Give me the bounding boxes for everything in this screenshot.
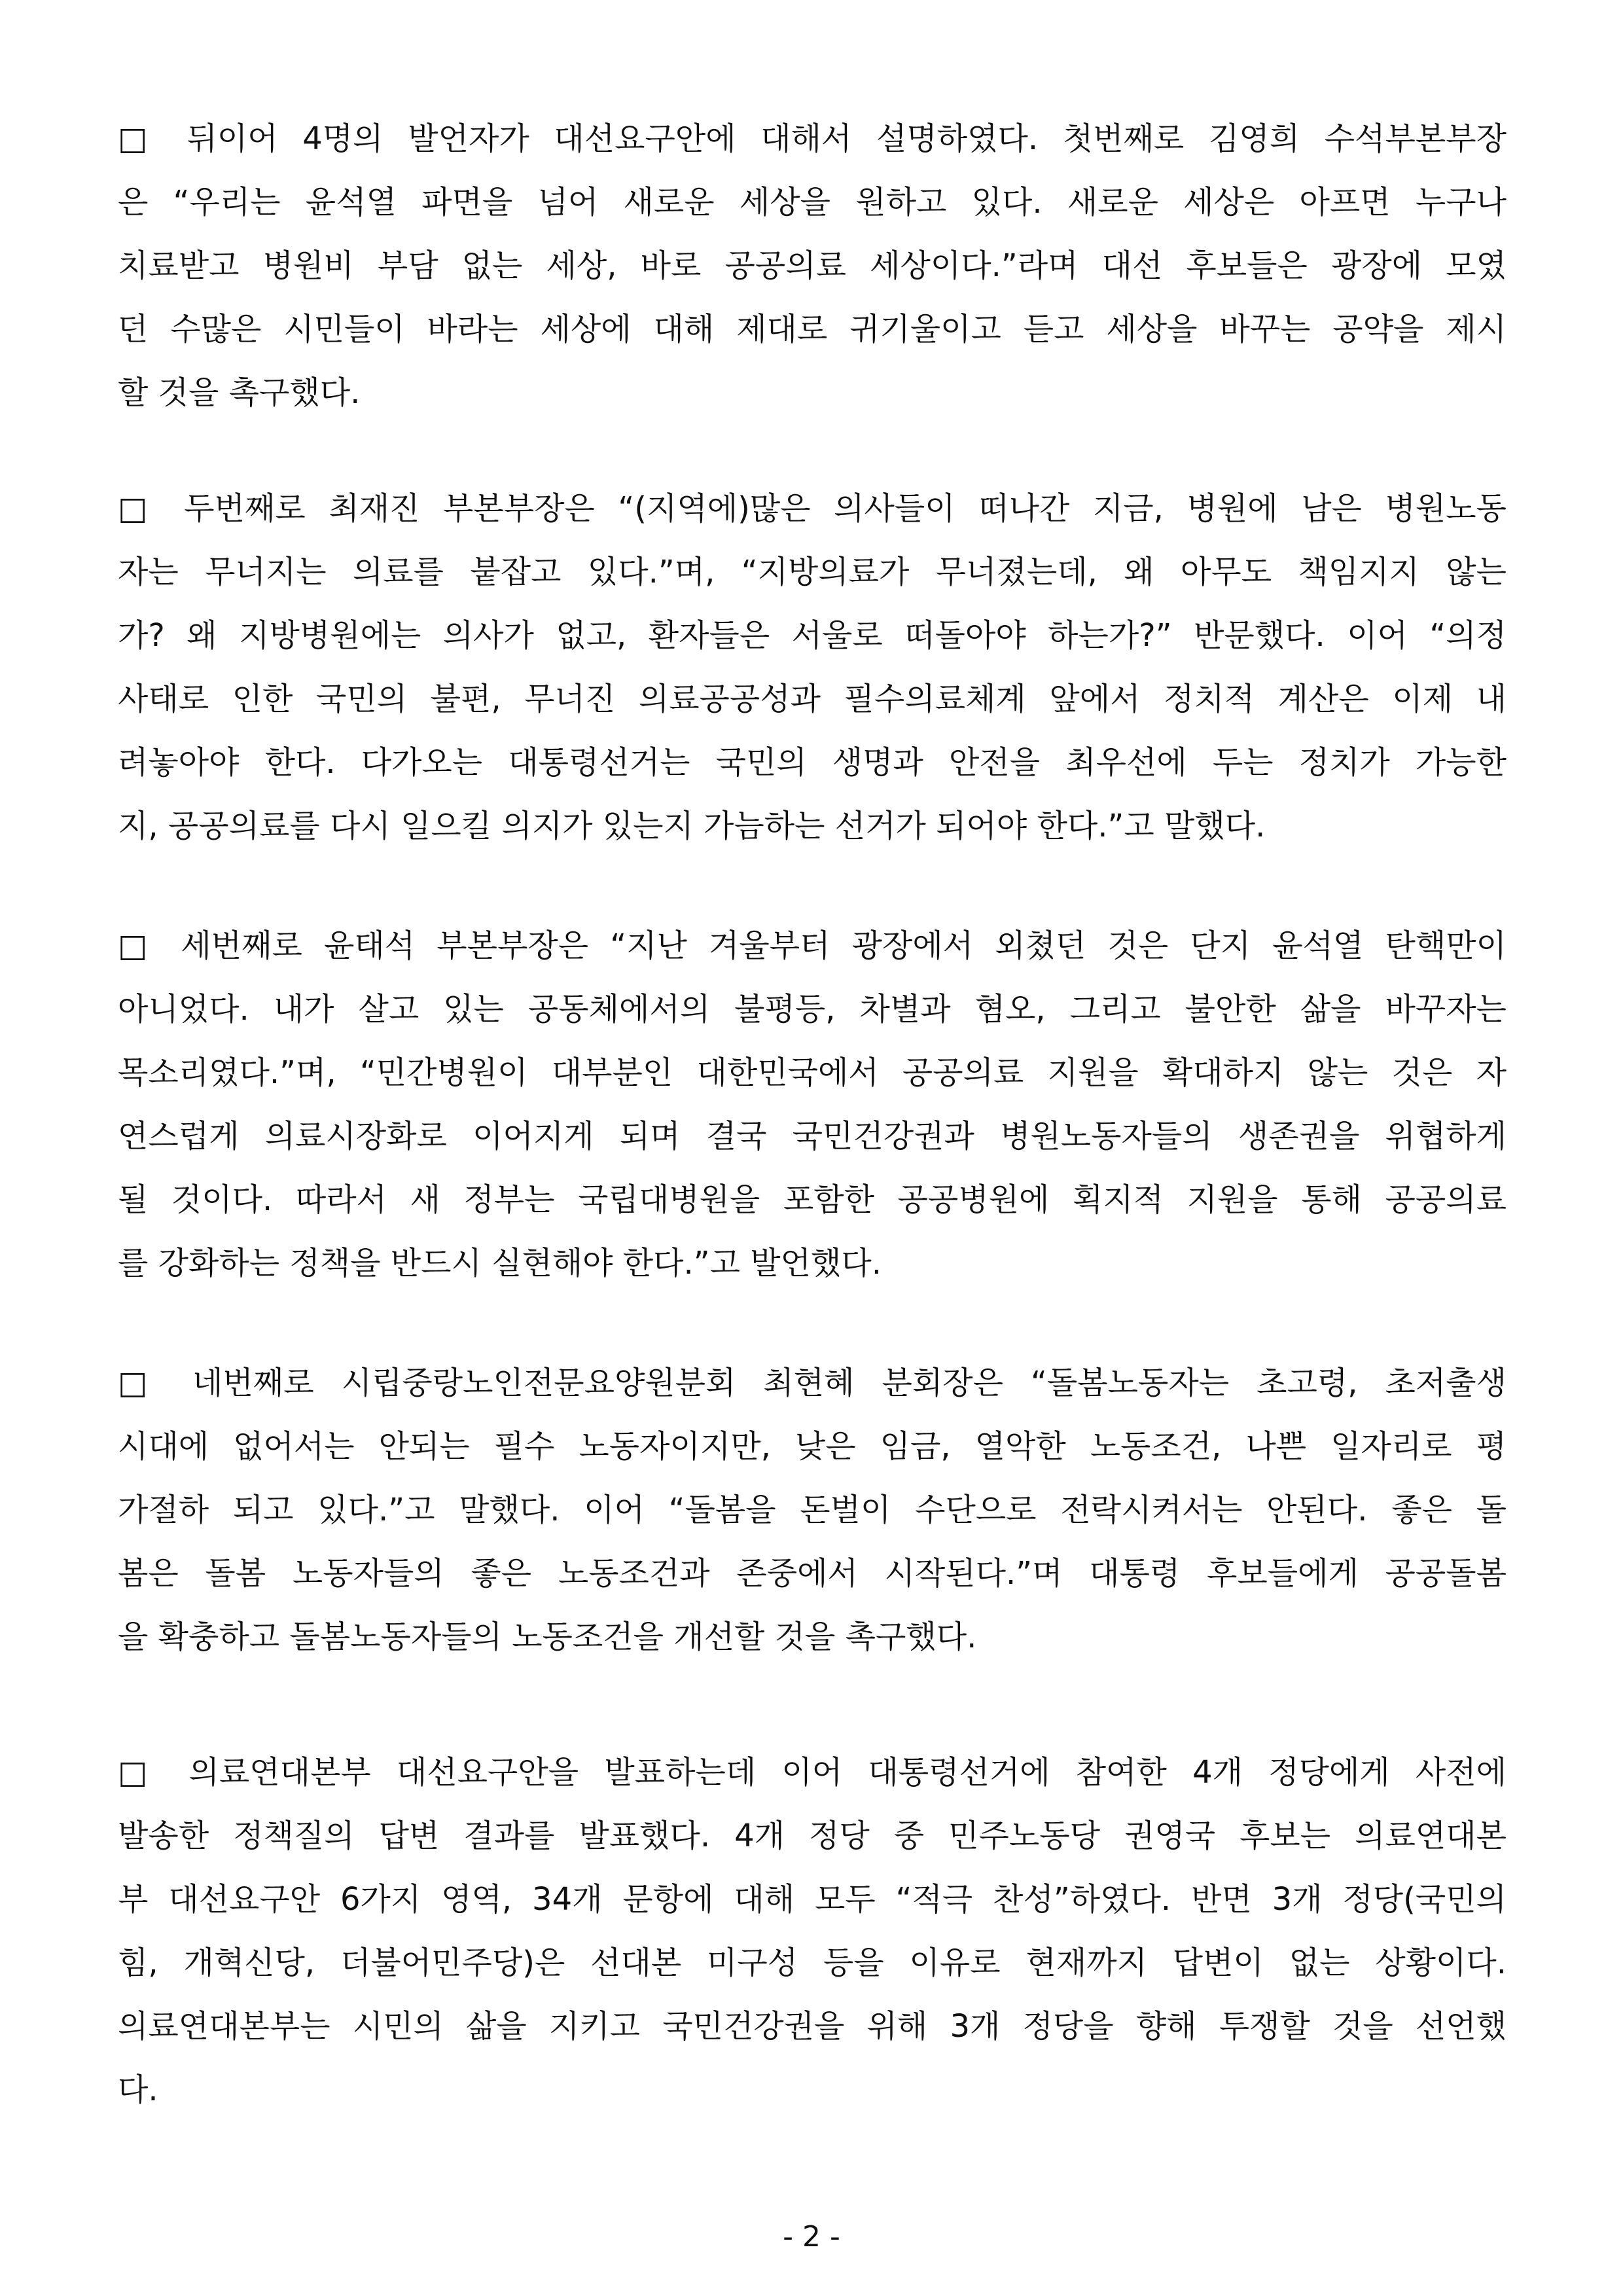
paragraph-line: 를 강화하는 정책을 반드시 실현해야 한다.”고 발언했다. (118, 1245, 882, 1282)
paragraph-policy-survey (118, 1741, 1507, 2122)
paragraph-line: 을 확충하고 돌봄노동자들의 노동조건을 개선할 것을 촉구했다. (118, 1619, 977, 1655)
paragraph-fourth-speaker (118, 1352, 1507, 1669)
paragraph-line: 지, 공공의료를 다시 일으킬 의지가 있는지 가늠하는 선거가 되어야 한다.”고 말했다. (118, 808, 1266, 844)
paragraph-line: 될 것이다. 따라서 새 정부는 국립대병원을 포함한 공공병원에 획지적 지원을 통해 공공의료 (118, 1181, 1507, 1218)
paragraph-line: 은 “우리는 윤석열 파면을 넘어 새로운 세상을 원하고 있다. 새로운 세상은 아프면 누구나 (118, 184, 1507, 221)
paragraph-line: 봄은 돌봄 노동자들의 좋은 노동조건과 존중에서 시작된다.”며 대통령 후보들에게 공공돌봄 (118, 1555, 1507, 1592)
paragraph-line: 시대에 없어서는 안되는 필수 노동자이지만, 낮은 임금, 열악한 노동조건, 나쁜 일자리로 평 (118, 1428, 1507, 1465)
paragraph-speaker-intro (118, 107, 1507, 425)
paragraph-third-speaker (118, 914, 1507, 1295)
paragraph-line: 려놓아야 한다. 다가오는 대통령선거는 국민의 생명과 안전을 최우선에 두는 정치가 가능한 (118, 744, 1507, 781)
paragraph-line: 힘, 개혁신당, 더불어민주당)은 선대본 미구성 등을 이유로 현재까지 답변이 없는 상황이다. (118, 1945, 1507, 1981)
paragraph-line: □ 의료연대본부 대선요구안을 발표하는데 이어 대통령선거에 참여한 4개 정당에게 사전에 (118, 1754, 1507, 1791)
paragraph-line: □ 네번째로 시립중랑노인전문요양원분회 최현혜 분회장은 “돌봄노동자는 초고령, 초저출생 (118, 1365, 1507, 1401)
paragraph-line: 치료받고 병원비 부담 없는 세상, 바로 공공의료 세상이다.”라며 대선 후보들은 광장에 모였 (118, 247, 1507, 284)
paragraph-line: 던 수많은 시민들이 바라는 세상에 대해 제대로 귀기울이고 듣고 세상을 바꾸는 공약을 제시 (118, 311, 1507, 348)
paragraph-line: 부 대선요구안 6가지 영역, 34개 문항에 대해 모두 “적극 찬성”하였다. 반면 3개 정당(국민의 (118, 1881, 1507, 1918)
paragraph-line: □ 세번째로 윤태석 부본부장은 “지난 겨울부터 광장에서 외쳤던 것은 단지 윤석열 탄핵만이 (118, 927, 1507, 964)
paragraph-line: □ 뒤이어 4명의 발언자가 대선요구안에 대해서 설명하였다. 첫번째로 김영희 수석부본부장 (118, 120, 1507, 157)
paragraph-line: 할 것을 촉구했다. (118, 374, 361, 411)
paragraph-line: 사태로 인한 국민의 불편, 무너진 의료공공성과 필수의료체계 앞에서 정치적 계산은 이제 내 (118, 681, 1507, 717)
paragraph-line: 발송한 정책질의 답변 결과를 발표했다. 4개 정당 중 민주노동당 권영국 후보는 의료연대본 (118, 1818, 1507, 1854)
paragraph-line: □ 두번째로 최재진 부본부장은 “(지역에)많은 의사들이 떠나간 지금, 병원에 남은 병원노동 (118, 490, 1507, 527)
paragraph-line: 가? 왜 지방병원에는 의사가 없고, 환자들은 서울로 떠돌아야 하는가?” 반문했다. 이어 “의정 (118, 617, 1507, 654)
paragraph-line: 아니었다. 내가 살고 있는 공동체에서의 불평등, 차별과 혐오, 그리고 불안한 삶을 바꾸자는 (118, 991, 1507, 1028)
page-number: - 2 - (783, 2220, 840, 2253)
paragraph-line: 가절하 되고 있다.”고 말했다. 이어 “돌봄을 돈벌이 수단으로 전락시켜서는 안된다. 좋은 돌 (118, 1492, 1507, 1528)
paragraph-line: 연스럽게 의료시장화로 이어지게 되며 결국 국민건강권과 병원노동자들의 생존권을 위협하게 (118, 1118, 1507, 1155)
paragraph-line: 의료연대본부는 시민의 삶을 지키고 국민건강권을 위해 3개 정당을 향해 투쟁할 것을 선언했 (118, 2008, 1507, 2045)
paragraph-line: 목소리였다.”며, “민간병원이 대부분인 대한민국에서 공공의료 지원을 확대하지 않는 것은 자 (118, 1054, 1507, 1091)
paragraph-line: 자는 무너지는 의료를 붙잡고 있다.”며, “지방의료가 무너졌는데, 왜 아무도 책임지지 않는 (118, 554, 1507, 590)
paragraph-line: 다. (118, 2072, 158, 2108)
paragraph-second-speaker (118, 477, 1507, 858)
